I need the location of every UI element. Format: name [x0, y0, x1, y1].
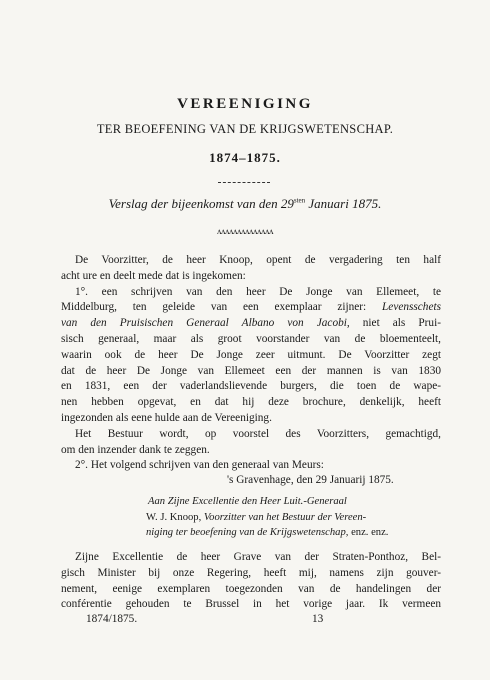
text-line: acht ure en deelt mede dat is ingekomen:: [61, 269, 246, 282]
body-paragraph-letter: [61, 550, 441, 613]
text-line: conférentie gehouden te Brussel in het vorige jaar. Ik vermeen: [61, 598, 441, 611]
text-line: Zijne Excellentie de heer Grave van der Straten-Ponthoz, Bel-: [75, 551, 441, 563]
meeting-report-title: Verslag der bijeenkomst van den $29^{sten}$ Januari 1875.: [108, 196, 382, 211]
ornamental-rule: ʌʌʌʌʌʌʌʌʌʌʌʌʌʌ: [217, 226, 273, 236]
text-line: 2°. Het volgend schrijven van den generaal van Meurs:: [75, 459, 324, 472]
body-paragraph-item-1: [61, 285, 441, 427]
text-line: 1°. een schrijven van den heer De Jonge van Ellemeet, te: [75, 285, 441, 298]
letter-address: [146, 494, 442, 541]
text-line: Het Bestuur wordt, op voorstel des Voorzitters, gemachtigd,: [75, 427, 441, 440]
text-line: nement, eenige exemplaren toegezonden van de handelingen der: [61, 582, 441, 595]
text-line: De Voorzitter, de heer Knoop, opent de vergadering ten half: [75, 254, 441, 266]
text-line: dat de heer De Jonge van Ellemeet een der mannen is van 1830: [61, 364, 441, 377]
text-line: Middelburg, ten geleide van een exemplaar zijner: Levensschets: [61, 301, 441, 314]
text-line: nen hebben opgevat, en dat hij deze brochure, denkelijk, heeft: [61, 396, 441, 409]
society-subtitle: TER BEOEFENING VAN DE KRIJGSWETENSCHAP.: [96, 122, 394, 136]
season-years: 1874–1875.: [209, 150, 281, 165]
text-line: van den Pruisischen Generaal Albano von Jacobi, niet als Prui-: [61, 317, 441, 330]
text-line: sisch generaal, maar als groot voorstander van de bloementeelt,: [61, 332, 441, 345]
text-line: en 1831, een der vaderlandslievende burgers, die toen de wape-: [61, 380, 441, 393]
title-divider: [218, 182, 270, 183]
text-line: gisch Minister bij onze Regering, heeft mij, namens zijn gouver-: [61, 566, 441, 579]
address-line: Aan Zijne Excellentie den Heer Luit.-Generaal: [148, 496, 347, 507]
page-number: 13: [312, 613, 324, 625]
address-line: W. J. Knoop, Voorzitter van het Bestuur der Vereen-: [146, 511, 367, 523]
text-line: waarin ook de heer De Jonge zeer uitmunt. De Voorzitter zegt: [61, 348, 441, 361]
letter-date: 's Gravenhage, den 29 Januarij 1875.: [227, 474, 394, 486]
text-line: ingezonden als eene hulde aan de Vereeniging.: [61, 411, 272, 424]
text-line: om den inzender dank te zeggen.: [61, 443, 210, 456]
body-paragraph-opening: [61, 253, 441, 285]
society-title: VEREENIGING: [177, 96, 313, 112]
address-line: niging ter beoefening van de Krijgswetenschap, enz. enz.: [146, 527, 389, 538]
footer-signature: 1874/1875.: [86, 613, 138, 625]
body-paragraph-decision: [61, 427, 441, 474]
